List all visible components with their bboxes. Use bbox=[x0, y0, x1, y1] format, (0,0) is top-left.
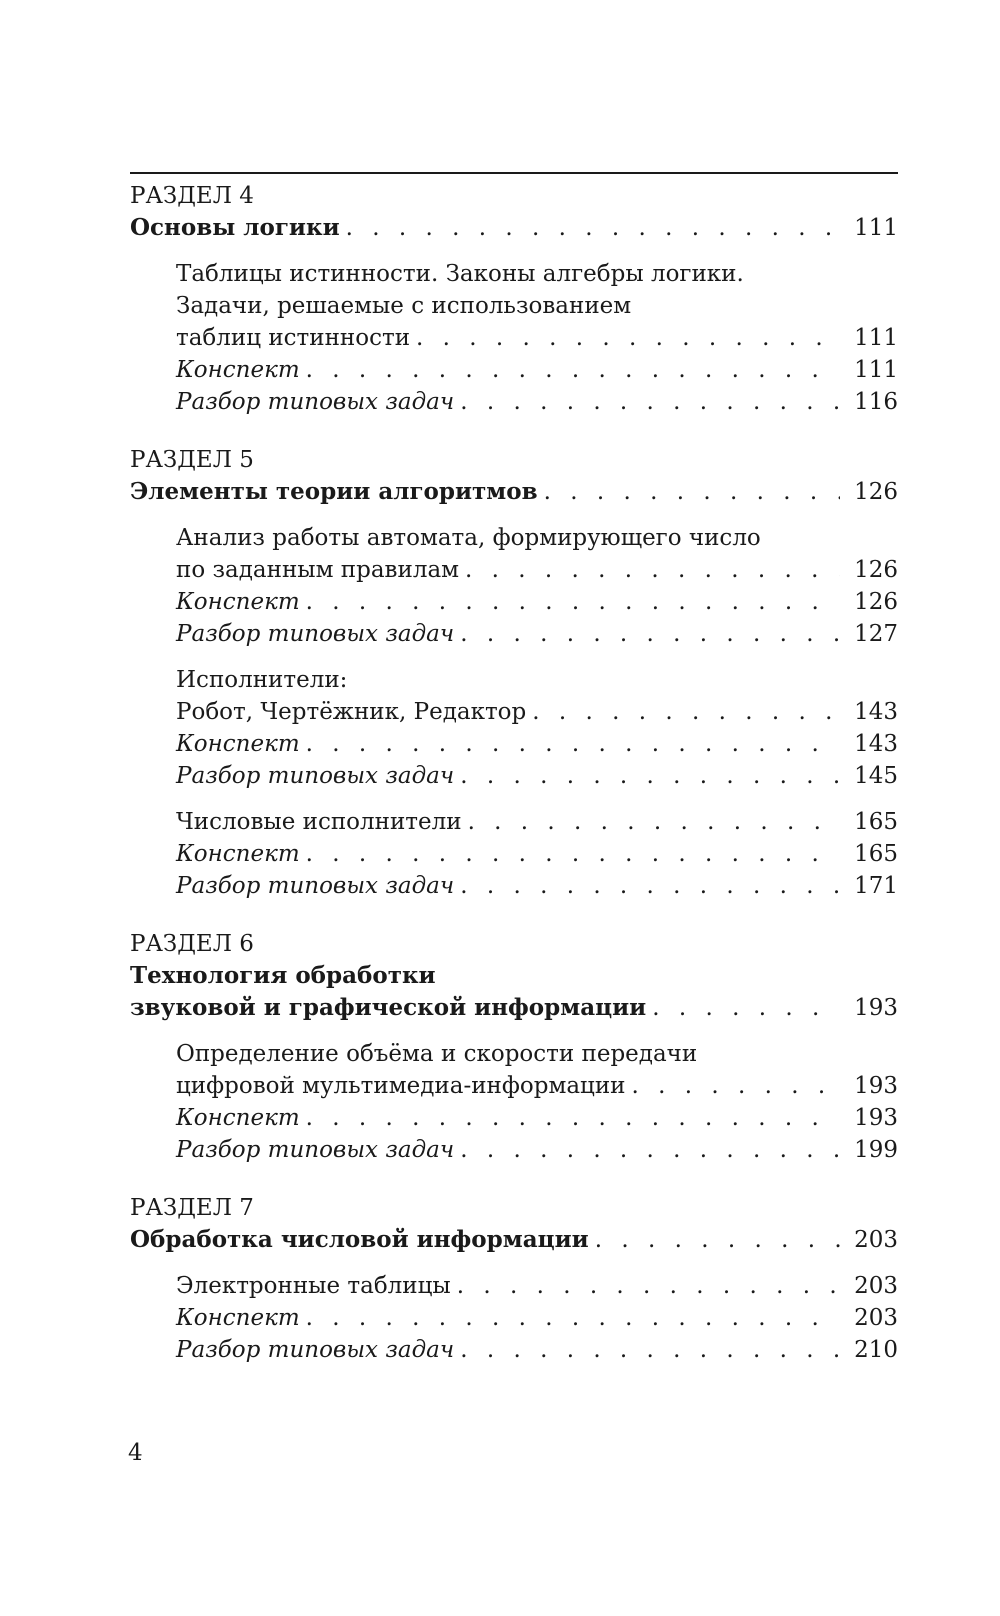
razbor-entry[interactable] bbox=[130, 870, 898, 902]
dot-leader bbox=[306, 354, 840, 386]
entry-page: 126 bbox=[854, 589, 898, 615]
entry-page: 127 bbox=[854, 621, 898, 647]
section-label: РАЗДЕЛ 4 bbox=[130, 183, 254, 209]
razbor-entry[interactable] bbox=[130, 618, 898, 650]
entry-title: Разбор типовых задач bbox=[176, 621, 455, 647]
entry-page: 143 bbox=[854, 731, 898, 757]
dot-leader bbox=[460, 760, 840, 792]
entry-page: 111 bbox=[854, 215, 898, 241]
entry-title: Конспект bbox=[176, 589, 300, 615]
topic-line: Задачи, решаемые с использованием bbox=[176, 293, 632, 319]
table-of-contents bbox=[130, 180, 898, 1366]
entry-page: 111 bbox=[854, 325, 898, 351]
dot-leader bbox=[460, 1134, 840, 1166]
section-title-entry[interactable] bbox=[130, 992, 898, 1024]
entry-title: по заданным правилам bbox=[176, 557, 460, 583]
dot-leader bbox=[460, 870, 840, 902]
dot-leader bbox=[460, 386, 840, 418]
entry-title: звуковой и графической информации bbox=[130, 994, 647, 1021]
entry-title: Конспект bbox=[176, 731, 300, 757]
dot-leader bbox=[306, 1302, 840, 1334]
entry-title: таблиц истинности bbox=[176, 325, 411, 351]
dot-leader bbox=[457, 1270, 840, 1302]
dot-leader bbox=[595, 1224, 840, 1256]
entry-title: Конспект bbox=[176, 841, 300, 867]
konspekt-entry[interactable] bbox=[130, 354, 898, 386]
toc-section bbox=[130, 1166, 898, 1366]
entry-title: Разбор типовых задач bbox=[176, 389, 455, 415]
toc-section bbox=[130, 180, 898, 418]
entry-page: 143 bbox=[854, 699, 898, 725]
topic-line: Таблицы истинности. Законы алгебры логики. bbox=[176, 261, 744, 287]
entry-title: цифровой мультимедиа-информации bbox=[176, 1073, 626, 1099]
entry-title: Конспект bbox=[176, 1305, 300, 1331]
entry-page: 193 bbox=[854, 1073, 898, 1099]
dot-leader bbox=[465, 554, 840, 586]
dot-leader bbox=[416, 322, 840, 354]
dot-leader bbox=[306, 728, 840, 760]
konspekt-entry[interactable] bbox=[130, 838, 898, 870]
topic-line: Определение объёма и скорости передачи bbox=[176, 1041, 698, 1067]
entry-page: 203 bbox=[854, 1273, 898, 1299]
entry-page: 171 bbox=[854, 873, 898, 899]
entry-page: 203 bbox=[854, 1227, 898, 1253]
section-title-line: Технология обработки bbox=[130, 962, 436, 989]
entry-title: Конспект bbox=[176, 1105, 300, 1131]
dot-leader bbox=[306, 586, 840, 618]
topic-line: Исполнители: bbox=[176, 667, 348, 693]
entry-page: 193 bbox=[854, 995, 898, 1021]
dot-leader bbox=[632, 1070, 841, 1102]
topic-entry[interactable] bbox=[130, 322, 898, 354]
entry-title: Конспект bbox=[176, 357, 300, 383]
konspekt-entry[interactable] bbox=[130, 1102, 898, 1134]
section-title-entry[interactable] bbox=[130, 1224, 898, 1256]
entry-page: 210 bbox=[854, 1337, 898, 1363]
toc-section bbox=[130, 418, 898, 902]
entry-page: 165 bbox=[854, 809, 898, 835]
dot-leader bbox=[460, 1334, 840, 1366]
topic-entry[interactable] bbox=[130, 554, 898, 586]
entry-page: 145 bbox=[854, 763, 898, 789]
entry-page: 111 bbox=[854, 357, 898, 383]
entry-title: Элементы теории алгоритмов bbox=[130, 478, 538, 505]
dot-leader bbox=[652, 992, 840, 1024]
dot-leader bbox=[468, 806, 840, 838]
entry-page: 193 bbox=[854, 1105, 898, 1131]
dot-leader bbox=[532, 696, 840, 728]
section-label: РАЗДЕЛ 7 bbox=[130, 1195, 254, 1221]
section-title-entry[interactable] bbox=[130, 476, 898, 508]
entry-title: Основы логики bbox=[130, 214, 340, 241]
entry-page: 203 bbox=[854, 1305, 898, 1331]
entry-title: Разбор типовых задач bbox=[176, 763, 455, 789]
toc-section bbox=[130, 902, 898, 1166]
dot-leader bbox=[306, 838, 840, 870]
dot-leader bbox=[460, 618, 840, 650]
entry-title: Обработка числовой информации bbox=[130, 1226, 589, 1253]
konspekt-entry[interactable] bbox=[130, 586, 898, 618]
entry-page: 165 bbox=[854, 841, 898, 867]
section-label: РАЗДЕЛ 6 bbox=[130, 931, 254, 957]
top-rule bbox=[130, 172, 898, 174]
entry-title: Разбор типовых задач bbox=[176, 873, 455, 899]
entry-title: Разбор типовых задач bbox=[176, 1137, 455, 1163]
entry-page: 116 bbox=[854, 389, 898, 415]
topic-entry[interactable] bbox=[130, 1270, 898, 1302]
page-number: 4 bbox=[128, 1440, 143, 1466]
entry-title: Числовые исполнители bbox=[176, 809, 462, 835]
entry-title: Электронные таблицы bbox=[176, 1273, 451, 1299]
konspekt-entry[interactable] bbox=[130, 728, 898, 760]
topic-entry[interactable] bbox=[130, 696, 898, 728]
razbor-entry[interactable] bbox=[130, 1134, 898, 1166]
dot-leader bbox=[306, 1102, 840, 1134]
entry-page: 199 bbox=[854, 1137, 898, 1163]
entry-page: 126 bbox=[854, 479, 898, 505]
entry-page: 126 bbox=[854, 557, 898, 583]
topic-entry[interactable] bbox=[130, 1070, 898, 1102]
konspekt-entry[interactable] bbox=[130, 1302, 898, 1334]
topic-line: Анализ работы автомата, формирующего число bbox=[176, 525, 761, 551]
razbor-entry[interactable] bbox=[130, 760, 898, 792]
dot-leader bbox=[544, 476, 840, 508]
dot-leader bbox=[346, 212, 840, 244]
section-title-entry[interactable] bbox=[130, 212, 898, 244]
entry-title: Робот, Чертёжник, Редактор bbox=[176, 699, 527, 725]
entry-title: Разбор типовых задач bbox=[176, 1337, 455, 1363]
section-label: РАЗДЕЛ 5 bbox=[130, 447, 254, 473]
topic-entry[interactable] bbox=[130, 806, 898, 838]
razbor-entry[interactable] bbox=[130, 1334, 898, 1366]
razbor-entry[interactable] bbox=[130, 386, 898, 418]
